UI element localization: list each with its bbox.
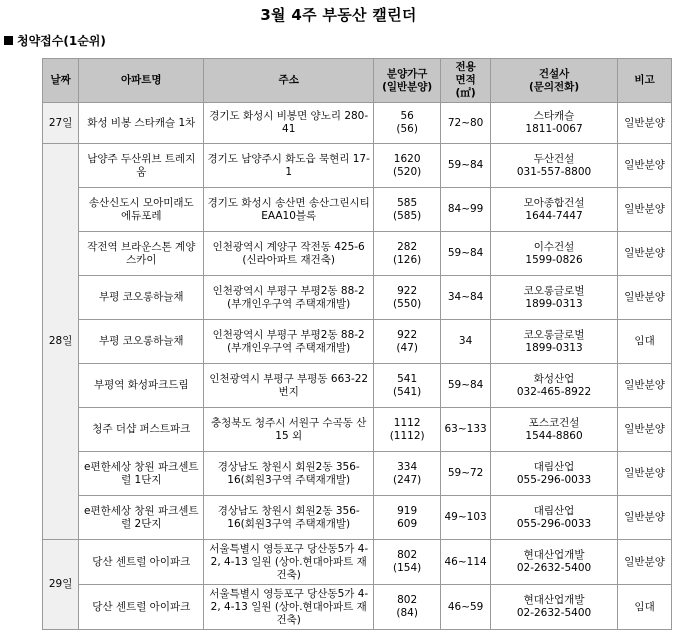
calendar-table xyxy=(42,58,672,630)
units-total: 922 xyxy=(397,284,418,297)
units-cell xyxy=(374,496,441,540)
address-cell: 경상남도 창원시 회원2동 356-16(회원3구역 주택재개발) xyxy=(204,452,374,496)
builder-name: 이수건설 xyxy=(533,240,575,253)
address-cell: 인천광역시 부평구 부평2동 88-2 (부개인우구역 주택재개발) xyxy=(204,276,374,320)
header-builder: 건설사 (문의전화) xyxy=(490,59,617,103)
units-general: (154) xyxy=(393,562,422,574)
builder-name: 모아종합건설 xyxy=(523,196,585,209)
units-total: 334 xyxy=(397,460,418,473)
table-row xyxy=(43,276,672,320)
builder-name: 현대산업개발 xyxy=(523,594,585,606)
builder-name: 포스코건설 xyxy=(528,416,580,429)
builder-name: 현대산업개발 xyxy=(523,549,585,561)
note-cell: 일반분양 xyxy=(618,408,672,452)
builder-phone: 02-2632-5400 xyxy=(516,607,592,619)
units-total: 802 xyxy=(397,594,418,606)
table-row xyxy=(43,103,672,144)
builder-cell xyxy=(490,188,617,232)
table-body xyxy=(43,103,672,630)
table-row xyxy=(43,364,672,408)
address-cell: 인천광역시 부평구 부평2동 88-2 (부개인우구역 주택재개발) xyxy=(204,320,374,364)
date-cell: 27일 xyxy=(43,103,79,144)
apt-name-cell: 남양주 두산위브 트레지움 xyxy=(79,144,204,188)
apt-name-cell: 당산 센트럴 아이파크 xyxy=(79,540,204,585)
builder-phone: 055-296-0033 xyxy=(516,473,592,486)
square-bullet-icon xyxy=(4,36,13,45)
units-total: 922 xyxy=(397,328,418,341)
builder-cell xyxy=(490,496,617,540)
address-cell: 서울특별시 영등포구 당산동5가 4-2, 4-13 일원 (상아.현대아파트 재건축) xyxy=(204,540,374,585)
apt-name-cell: e편한세상 창원 파크센트럴 2단지 xyxy=(79,496,204,540)
units-total: 802 xyxy=(397,549,418,561)
builder-name: 스타캐슬 xyxy=(533,110,575,122)
units-total: 56 xyxy=(400,110,414,122)
builder-name: 대림산업 xyxy=(533,504,575,517)
note-cell: 일반분양 xyxy=(618,144,672,188)
builder-cell xyxy=(490,364,617,408)
table-row xyxy=(43,496,672,540)
address-cell: 경기도 화성시 송산면 송산그린시티 EAA10블록 xyxy=(204,188,374,232)
builder-cell xyxy=(490,276,617,320)
units-general: (247) xyxy=(393,473,422,486)
apt-name-cell: 부평역 화성파크드림 xyxy=(79,364,204,408)
table-row xyxy=(43,320,672,364)
units-cell xyxy=(374,408,441,452)
address-cell: 충청북도 청주시 서원구 수곡동 산15 외 xyxy=(204,408,374,452)
area-cell: 34 xyxy=(441,320,491,364)
units-cell xyxy=(374,144,441,188)
units-general: (520) xyxy=(393,165,422,178)
apt-name-cell: 화성 비봉 스타캐슬 1차 xyxy=(79,103,204,144)
apt-name-cell: 송산신도시 모아미래도 에듀포레 xyxy=(79,188,204,232)
area-cell: 59~72 xyxy=(441,452,491,496)
units-general: (550) xyxy=(393,297,422,310)
units-cell xyxy=(374,364,441,408)
header-apt: 아파트명 xyxy=(79,59,204,103)
section-heading xyxy=(4,32,106,49)
area-cell: 46~114 xyxy=(441,540,491,585)
builder-cell xyxy=(490,320,617,364)
address-cell: 서울특별시 영등포구 당산동5가 4-2, 4-13 일원 (상아.현대아파트 재건축) xyxy=(204,585,374,630)
builder-phone: 1899-0313 xyxy=(525,341,583,354)
table-row xyxy=(43,144,672,188)
note-cell: 일반분양 xyxy=(618,496,672,540)
header-units: 분양가구 (일반분양) xyxy=(374,59,441,103)
date-cell: 28일 xyxy=(43,144,79,540)
address-cell: 경상남도 창원시 회원2동 356-16(회원3구역 주택재개발) xyxy=(204,496,374,540)
units-cell xyxy=(374,232,441,276)
area-cell: 59~84 xyxy=(441,232,491,276)
builder-cell xyxy=(490,585,617,630)
table-row xyxy=(43,540,672,585)
units-cell xyxy=(374,452,441,496)
address-cell: 인천광역시 계양구 작전동 425-6 (신라아파트 재건축) xyxy=(204,232,374,276)
area-cell: 63~133 xyxy=(441,408,491,452)
builder-cell xyxy=(490,452,617,496)
units-total: 585 xyxy=(397,196,418,209)
section-label: 청약접수(1순위) xyxy=(17,34,106,48)
units-cell xyxy=(374,103,441,144)
header-area: 전용 면적 (㎡) xyxy=(441,59,491,103)
note-cell: 일반분양 xyxy=(618,103,672,144)
units-general: (84) xyxy=(396,607,418,619)
note-cell: 일반분양 xyxy=(618,276,672,320)
table-row xyxy=(43,232,672,276)
address-cell: 인천광역시 부평구 부평동 663-22번지 xyxy=(204,364,374,408)
apt-name-cell: 부평 코오롱하늘채 xyxy=(79,320,204,364)
note-cell: 일반분양 xyxy=(618,540,672,585)
builder-cell xyxy=(490,232,617,276)
area-cell: 72~80 xyxy=(441,103,491,144)
units-general: (585) xyxy=(393,209,422,222)
page-title: 3월 4주 부동산 캘린더 xyxy=(260,6,417,24)
area-cell: 84~99 xyxy=(441,188,491,232)
units-general: (56) xyxy=(396,123,418,135)
units-general: (541) xyxy=(393,385,422,398)
builder-phone: 1599-0826 xyxy=(525,253,583,266)
units-cell xyxy=(374,188,441,232)
header-date: 날짜 xyxy=(43,59,79,103)
date-cell: 29일 xyxy=(43,540,79,630)
note-cell: 임대 xyxy=(618,585,672,630)
builder-cell xyxy=(490,540,617,585)
builder-phone: 1644-7447 xyxy=(525,209,583,222)
apt-name-cell: 청주 더샵 퍼스트파크 xyxy=(79,408,204,452)
area-cell: 49~103 xyxy=(441,496,491,540)
header-addr: 주소 xyxy=(204,59,374,103)
address-cell: 경기도 화성시 비봉면 양노리 280-41 xyxy=(204,103,374,144)
table-row xyxy=(43,408,672,452)
builder-phone: 032-465-8922 xyxy=(516,385,592,398)
table-header-row xyxy=(43,59,672,103)
table-row xyxy=(43,452,672,496)
area-cell: 59~84 xyxy=(441,144,491,188)
units-total: 282 xyxy=(397,240,418,253)
units-total: 541 xyxy=(397,372,418,385)
units-total: 1112 xyxy=(393,416,421,429)
builder-cell xyxy=(490,103,617,144)
note-cell: 일반분양 xyxy=(618,232,672,276)
builder-phone: 055-296-0033 xyxy=(516,517,592,530)
builder-name: 대림산업 xyxy=(533,460,575,473)
units-general: (1112) xyxy=(389,429,425,442)
builder-name: 코오롱글로벌 xyxy=(523,284,585,297)
table-row xyxy=(43,188,672,232)
builder-phone: 031-557-8800 xyxy=(516,165,592,178)
note-cell: 일반분양 xyxy=(618,364,672,408)
units-general: (126) xyxy=(393,253,422,266)
builder-phone: 1544-8860 xyxy=(525,429,583,442)
apt-name-cell: 작전역 브라운스톤 계양스카이 xyxy=(79,232,204,276)
apt-name-cell: 부평 코오롱하늘채 xyxy=(79,276,204,320)
builder-cell xyxy=(490,408,617,452)
apt-name-cell: 당산 센트럴 아이파크 xyxy=(79,585,204,630)
builder-name: 코오롱글로벌 xyxy=(523,328,585,341)
units-cell xyxy=(374,276,441,320)
units-cell xyxy=(374,320,441,364)
units-general: (47) xyxy=(396,341,418,354)
apt-name-cell: e편한세상 창원 파크센트럴 1단지 xyxy=(79,452,204,496)
builder-name: 두산건설 xyxy=(533,152,575,165)
note-cell: 임대 xyxy=(618,320,672,364)
units-general: 609 xyxy=(397,517,418,530)
units-cell xyxy=(374,540,441,585)
address-cell: 경기도 남양주시 화도읍 묵현리 17-1 xyxy=(204,144,374,188)
units-total: 919 xyxy=(397,504,418,517)
builder-phone: 1899-0313 xyxy=(525,297,583,310)
note-cell: 일반분양 xyxy=(618,452,672,496)
header-note: 비고 xyxy=(618,59,672,103)
units-total: 1620 xyxy=(393,152,421,165)
builder-phone: 02-2632-5400 xyxy=(516,562,592,574)
area-cell: 59~84 xyxy=(441,364,491,408)
table-row xyxy=(43,585,672,630)
builder-cell xyxy=(490,144,617,188)
units-cell xyxy=(374,585,441,630)
note-cell: 일반분양 xyxy=(618,188,672,232)
builder-name: 화성산업 xyxy=(533,372,575,385)
area-cell: 46~59 xyxy=(441,585,491,630)
area-cell: 34~84 xyxy=(441,276,491,320)
builder-phone: 1811-0067 xyxy=(525,123,583,135)
